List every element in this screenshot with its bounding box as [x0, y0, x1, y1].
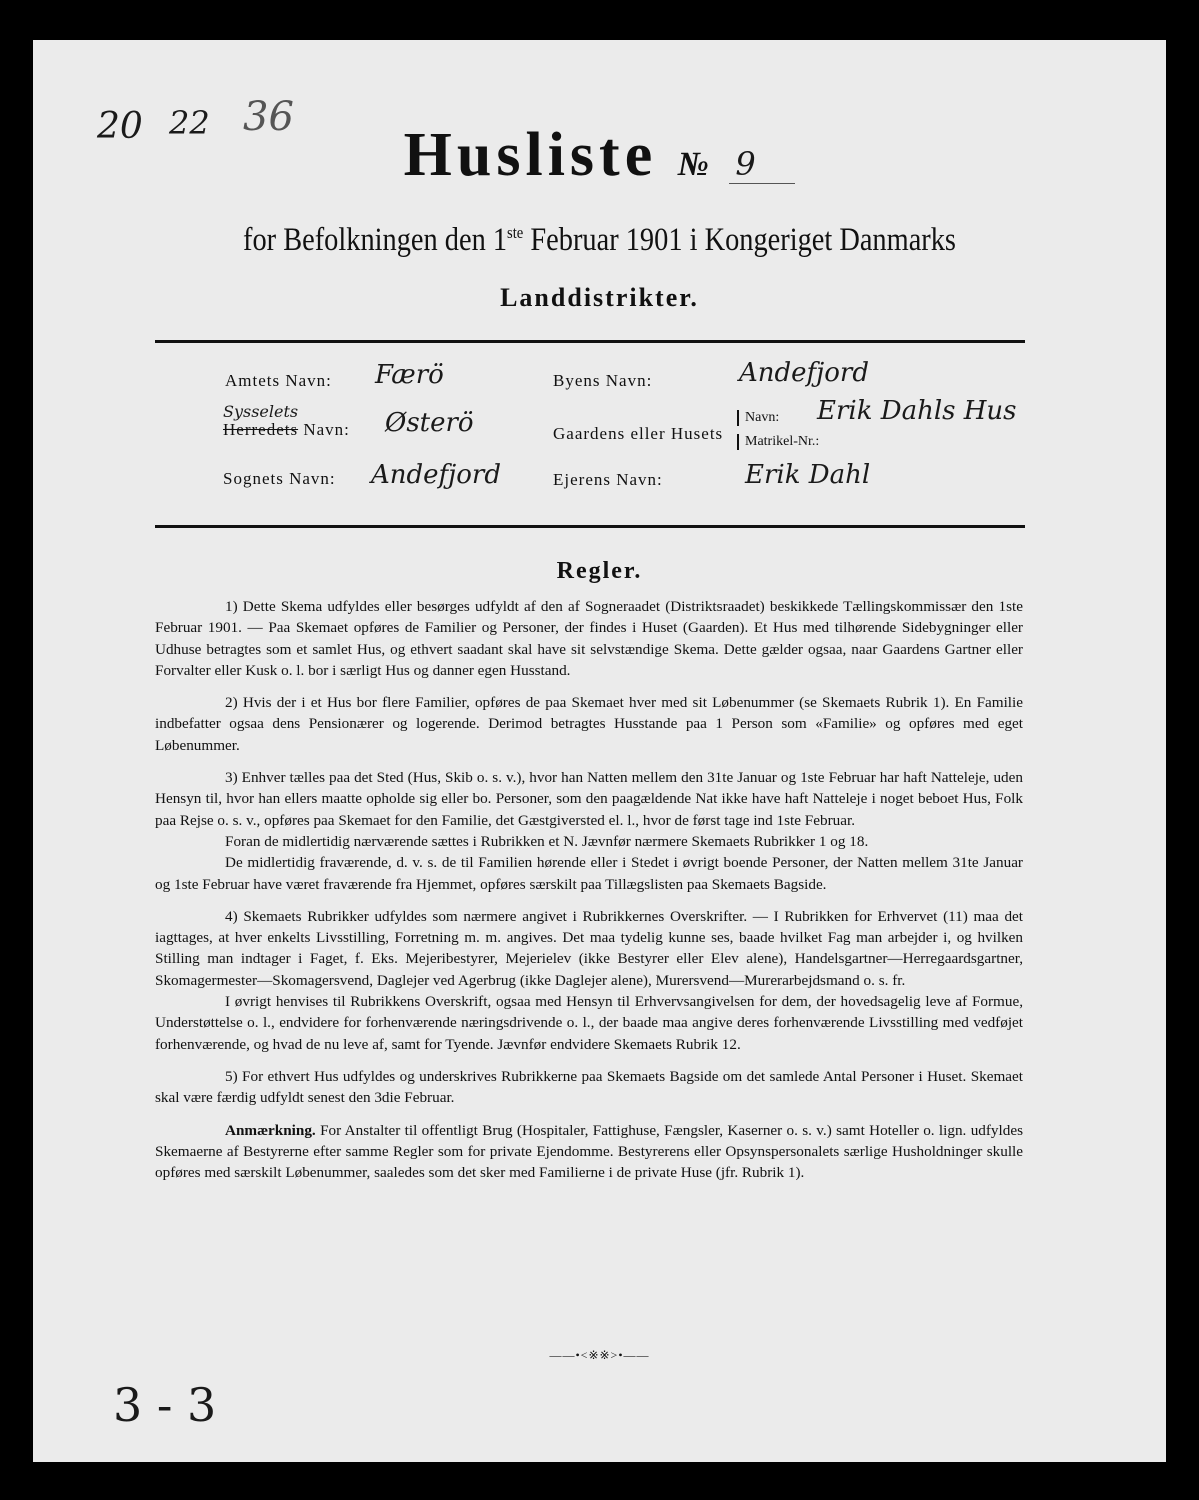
herred-label-rest: Navn:: [298, 420, 350, 439]
amt-label: Amtets Navn:: [225, 371, 332, 390]
brace-bottom: [737, 434, 739, 450]
subtitle-sup: ste: [507, 223, 524, 242]
ejer-label: Ejerens Navn:: [553, 470, 663, 489]
divider-top: [155, 340, 1025, 343]
amt-value: Færö: [375, 360, 444, 390]
subtitle-text-2: Februar 1901 i Kongeriget Danmarks: [523, 222, 956, 258]
title-word: Husliste: [403, 121, 658, 189]
number-label: №: [677, 146, 709, 183]
rule-4-note: I øvrigt henvises til Rubrikkens Overskrift, ogsaa med Hensyn til Erhvervsangivelsen for dem, der hovedsagelig leve af Formue, Understøttelse o. l., endvidere for forhenværende næringsdrivende o. l., der baade maa angive deres forhenværende Livsstilling med vedføjet forhenværende, og hvad de nu leve af, samt for Tyende. Jævnfør endvidere Skemaets Rubrik 12.: [155, 993, 1023, 1053]
ejer-value: Erik Dahl: [745, 460, 871, 490]
annotation-label: Anmærkning.: [225, 1121, 316, 1139]
rule-5: 5) For ethvert Hus udfyldes og underskrives Rubrikkerne paa Skemaets Bagside om det samlede Antal Personer i Huset. Skemaet skal være færdig udfyldt senest den 3die Februar.: [155, 1067, 1023, 1107]
district-type: Landdistrikter.: [500, 283, 699, 312]
navn-value: Erik Dahls Hus: [817, 396, 1017, 426]
ornament: ——•<※※>•——: [549, 1348, 650, 1362]
navn-label: Navn:: [745, 410, 780, 425]
census-form-page: [33, 40, 1166, 1462]
annotation-text: For Anstalter til offentligt Brug (Hospitaler, Fattighuse, Fængsler, Kaserner o. s. v.) samt Hoteller o. lign. udfyldes Skemaerne af Bestyrerne efter samme Regler som for private Ejendomme. Bestyrerens eller Opsynspersonalets særlige Husholdninger skulle opføres med særskilt Løbenummer, saaledes som det sker med Familierne i de private Huse (jfr. Rubrik 1).: [155, 1121, 1023, 1182]
form-subtitle: [112, 222, 1086, 259]
bottom-page-note: 3 - 3: [113, 1378, 217, 1432]
rule-3-note-a: Foran de midlertidig nærværende sættes i Rubrikken et N. Jævnfør nærmere Skemaets Rubrikker 1 og 18.: [225, 832, 869, 850]
annotation: [155, 1120, 1023, 1184]
rules-body: [155, 596, 1023, 1194]
rule-2: 2) Hvis der i et Hus bor flere Familier, opføres de paa Skemaet hver med sit Løbenummer (se Skemaets Rubrik 1). En Familie indbefatter ogsaa dens Pensionærer og logerende. Derimod betragtes Husstande paa 1 Person som «Familie» og opføres med eget Løbenummer.: [155, 694, 1023, 754]
form-title: [33, 120, 1166, 191]
herred-value: Østerö: [385, 408, 474, 438]
sogn-label: Sognets Navn:: [223, 469, 336, 488]
rule-3-note-b: De midlertidig fraværende, d. v. s. de til Familien hørende eller i Stedet i øvrigt boende Personer, der Natten mellem 31te Januar og 1ste Februar have været fraværende fra Hjemmet, opføres særskilt paa Tillægslisten paa Skemaets Bagside.: [155, 854, 1023, 893]
divider-bottom: [155, 525, 1025, 528]
page-note-1: 20: [97, 106, 143, 147]
rules-heading: Regler.: [556, 558, 643, 584]
page-note-3: 36: [243, 94, 294, 140]
matrikel-label: Matrikel-Nr.:: [745, 434, 820, 449]
subtitle-text: for Befolkningen den 1: [243, 222, 508, 258]
by-value: Andefjord: [739, 358, 869, 388]
sogn-value: Andefjord: [371, 460, 501, 490]
rule-1: 1) Dette Skema udfyldes eller besørges udfyldt af den af Sogneraadet (Distriktsraadet) beskikkede Tællingskommissær den 1ste Februar 1901. — Paa Skemaet opføres de Familier og Personer, der findes i Huset (Gaarden). Et Hus med tilhørende Sidebygninger eller Udhuse betragtes som et samlet Hus, og ethvert saadant skal have sit selvstændige Skema. Dette gælder ogsaa, naar Gaardens Gartner eller Forvalter eller Kusk o. l. bor i særligt Hus og danner egen Husstand.: [155, 598, 1023, 679]
page-note-2: 22: [169, 104, 210, 142]
herred-struck: Herredets: [223, 420, 299, 439]
gaard-label: Gaardens eller Husets: [553, 424, 724, 443]
by-label: Byens Navn:: [553, 371, 653, 390]
rule-4: 4) Skemaets Rubrikker udfyldes som nærmere angivet i Rubrikkernes Overskrifter. — I Rubrikken for Erhvervet (11) maa det iagttages, at hver enkelts Livsstilling, Forretning m. m. angives. Det maa tydelig kunne ses, baade hvilket Fag man arbejder i, og hvilken Stilling man indtager i Faget, f. Eks. Mejeribestyrer, Mejerielev (ikke Bestyrer eller Elev alene), Handelsgartner—Herregaardsgartner, Skomagermester—Skomagersvend, Daglejer ved Agerbrug (ikke Daglejer alene), Murersvend—Murerarbejdsmand o. s. fr.: [155, 907, 1023, 989]
herred-insert: Sysselets: [223, 402, 299, 421]
form-number-value: 9: [729, 145, 795, 184]
rule-3: 3) Enhver tælles paa det Sted (Hus, Skib o. s. v.), hvor han Natten mellem den 31te Januar og 1ste Februar har haft Natteleje, uden Hensyn til, hvor han ellers maatte opholde sig eller bo. Personer, som den paagældende Nat ikke have haft Natteleje i noget beboet Hus, Folk paa Rejse o. s. v., opføres paa Skemaet for den Familie, det Gæstgiversted el. l., hvor de først tage ind 1ste Februar.: [155, 769, 1023, 829]
herred-label: [223, 420, 350, 440]
brace-top: [737, 410, 739, 426]
